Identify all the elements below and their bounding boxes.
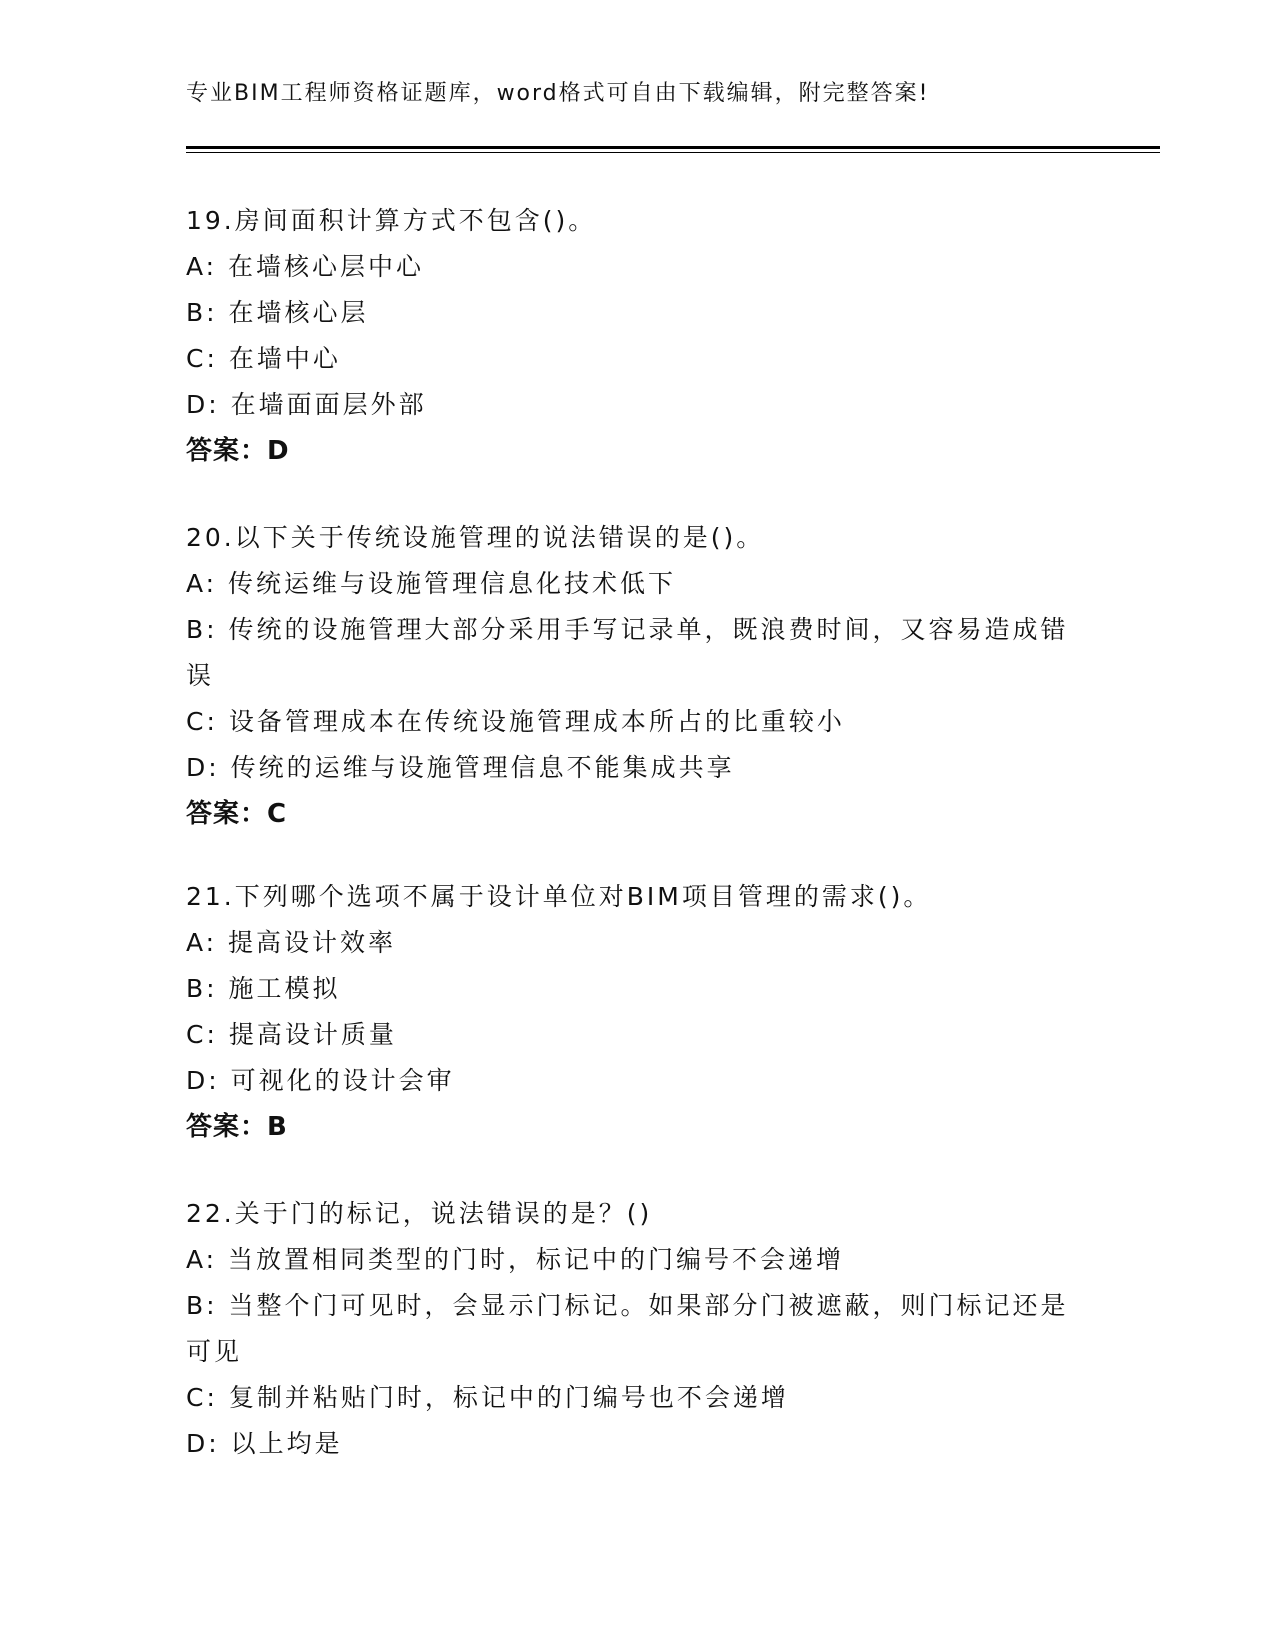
answer-value: D <box>267 436 290 466</box>
option-b: B: 传统的设施管理大部分采用手写记录单，既浪费时间，又容易造成错误 <box>186 615 1069 690</box>
answer-label: 答案： <box>186 1112 268 1142</box>
option-a: A: 提高设计效率 <box>186 928 397 957</box>
header-rule-thin <box>186 152 1160 153</box>
answer-label: 答案： <box>186 436 268 466</box>
option-c: C: 设备管理成本在传统设施管理成本所占的比重较小 <box>186 707 845 736</box>
answer-line <box>186 1104 1086 1150</box>
header-rule-thick <box>186 146 1160 149</box>
header-text: 专业BIM工程师资格证题库，word格式可自由下载编辑，附完整答案! <box>186 81 930 106</box>
question-19 <box>186 198 1086 474</box>
option-b: B: 当整个门可见时，会显示门标记。如果部分门被遮蔽，则门标记还是可见 <box>186 1291 1069 1366</box>
option-d: D: 可视化的设计会审 <box>186 1066 455 1095</box>
option-b: B: 施工模拟 <box>186 974 341 1003</box>
question-stem: 21.下列哪个选项不属于设计单位对BIM项目管理的需求()。 <box>186 882 932 911</box>
question-22 <box>186 1191 1086 1467</box>
question-stem: 22.关于门的标记，说法错误的是？() <box>186 1199 653 1228</box>
option-a: A: 传统运维与设施管理信息化技术低下 <box>186 569 677 598</box>
question-20 <box>186 515 1086 837</box>
question-21 <box>186 874 1086 1150</box>
answer-line <box>186 428 1086 474</box>
option-b: B: 在墙核心层 <box>186 298 369 327</box>
option-a: A: 在墙核心层中心 <box>186 252 425 281</box>
option-c: C: 在墙中心 <box>186 344 341 373</box>
option-c: C: 复制并粘贴门时，标记中的门编号也不会递增 <box>186 1383 789 1412</box>
option-a: A: 当放置相同类型的门时，标记中的门编号不会递增 <box>186 1245 845 1274</box>
answer-value: C <box>267 799 288 829</box>
question-stem: 20.以下关于传统设施管理的说法错误的是()。 <box>186 523 765 552</box>
option-c: C: 提高设计质量 <box>186 1020 397 1049</box>
answer-label: 答案： <box>186 799 268 829</box>
option-d: D: 在墙面面层外部 <box>186 390 427 419</box>
option-d: D: 以上均是 <box>186 1429 343 1458</box>
answer-line <box>186 791 1086 837</box>
option-d: D: 传统的运维与设施管理信息不能集成共享 <box>186 753 735 782</box>
answer-value: B <box>267 1112 288 1142</box>
question-stem: 19.房间面积计算方式不包含()。 <box>186 206 597 235</box>
